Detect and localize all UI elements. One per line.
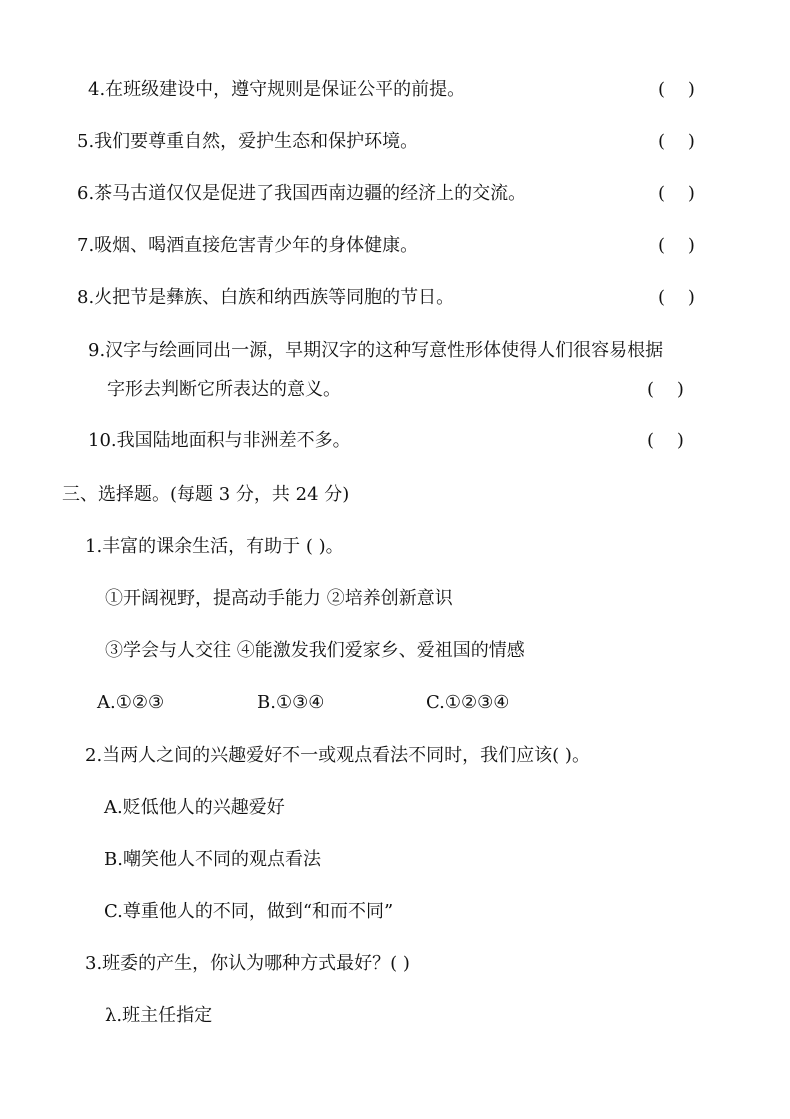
answer-blank-5[interactable]: ( ) [658,131,695,152]
judgment-item-6: 6.茶马古道仅仅是促进了我国西南边疆的经济上的交流。 [77,183,527,204]
answer-blank-7[interactable]: ( ) [658,235,695,256]
choice-q2-option-b[interactable]: B.嘲笑他人不同的观点看法 [104,849,321,870]
choice-q1-stem: 1.丰富的课余生活，有助于 ( )。 [85,536,344,557]
judgment-item-9: 9.汉字与绘画同出一源，早期汉字的这种写意性形体使得人们很容易根据 [88,340,664,361]
answer-blank-8[interactable]: ( ) [658,287,695,308]
judgment-item-10: 10.我国陆地面积与非洲差不多。 [88,430,351,451]
judgment-item-8: 8.火把节是彝族、白族和纳西族等同胞的节日。 [77,287,455,308]
answer-blank-9[interactable]: ( ) [647,379,684,400]
choice-q1-items-line2: ③学会与人交往 ④能激发我们爱家乡、爱祖国的情感 [105,640,525,661]
choice-q1-option-c[interactable]: C.①②③④ [426,692,510,713]
choice-q2-option-a[interactable]: A.贬低他人的兴趣爱好 [104,797,285,818]
section-heading: 三、选择题。(每题 3 分，共 24 分) [62,484,350,505]
choice-q1-option-a[interactable]: A.①②③ [97,692,165,713]
choice-q2-option-c[interactable]: C.尊重他人的不同，做到“和而不同” [104,901,394,922]
answer-blank-4[interactable]: ( ) [658,79,695,100]
answer-blank-6[interactable]: ( ) [658,183,695,204]
choice-q1-option-b[interactable]: B.①③④ [257,692,325,713]
judgment-item-7: 7.吸烟、喝酒直接危害青少年的身体健康。 [77,235,419,256]
judgment-item-9-continuation: 字形去判断它所表达的意义。 [107,379,341,400]
choice-q2-stem: 2.当两人之间的兴趣爱好不一或观点看法不同时，我们应该( )。 [85,745,590,766]
judgment-item-5: 5.我们要尊重自然，爱护生态和保护环境。 [77,131,419,152]
choice-q3-option-a[interactable]: λ.班主任指定 [105,1005,213,1026]
choice-q3-stem: 3.班委的产生，你认为哪种方式最好？( ) [85,953,410,974]
judgment-item-4: 4.在班级建设中，遵守规则是保证公平的前提。 [88,79,466,100]
choice-q1-items-line1: ①开阔视野，提高动手能力 ②培养创新意识 [105,588,453,609]
answer-blank-10[interactable]: ( ) [647,430,684,451]
